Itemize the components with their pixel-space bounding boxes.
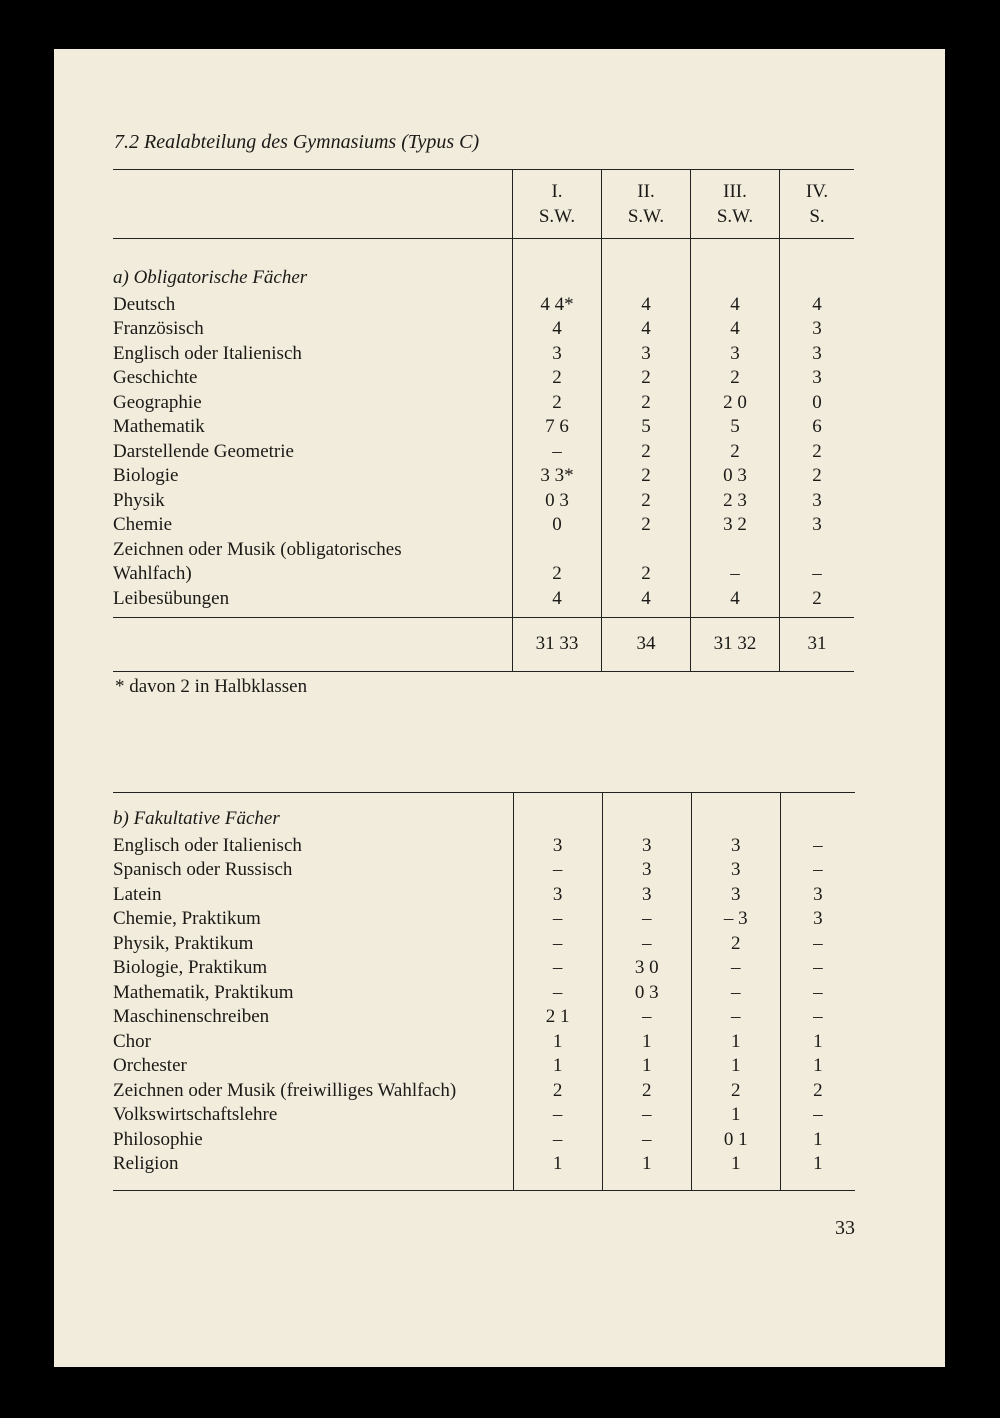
subject-cell: Biologie xyxy=(113,465,179,486)
value-cell: – xyxy=(780,537,855,586)
value-cell: 3 xyxy=(780,882,855,907)
value-cell: 3 xyxy=(780,341,855,366)
value-cell: 3 xyxy=(513,833,602,858)
value-cell: – xyxy=(780,956,855,981)
value-cell: 1 xyxy=(780,1054,855,1079)
subject-cell: Mathematik, Praktikum xyxy=(113,981,294,1003)
value-cell: – xyxy=(602,931,691,956)
value-cell: 2 xyxy=(602,537,691,586)
value-cell: 3 2 xyxy=(691,513,780,538)
table-row xyxy=(113,1152,855,1191)
value-cell: 4 xyxy=(602,317,691,342)
table-row xyxy=(113,931,855,956)
subject-cell: Deutsch xyxy=(113,293,176,315)
value-cell: 4 4* xyxy=(513,292,602,317)
value-cell: 1 xyxy=(780,1127,855,1152)
value-cell: – xyxy=(513,1127,602,1152)
total-cell: 31 33 xyxy=(513,617,602,671)
value-cell: 0 3 xyxy=(691,464,780,489)
value-cell: 2 3 xyxy=(691,488,780,513)
value-cell: 2 xyxy=(780,439,855,464)
totals-row xyxy=(113,617,854,671)
value-cell: – xyxy=(691,980,780,1005)
table-row xyxy=(113,1103,855,1128)
value-cell: 1 xyxy=(513,1029,602,1054)
value-cell: 0 3 xyxy=(513,488,602,513)
footnote: * davon 2 in Halbklassen xyxy=(115,676,308,697)
table-row xyxy=(113,439,854,464)
value-cell: 3 xyxy=(602,341,691,366)
value-cell: 3 xyxy=(691,882,780,907)
subject-cell: Religion xyxy=(113,1152,513,1191)
value-cell: 1 xyxy=(691,1103,780,1128)
table-row xyxy=(113,292,854,317)
value-cell: 2 xyxy=(602,1078,691,1103)
value-cell: 0 3 xyxy=(602,980,691,1005)
value-cell: 1 xyxy=(780,1029,855,1054)
subject-cell: Geographie xyxy=(113,391,202,413)
value-cell: – xyxy=(513,858,602,883)
value-cell: 2 xyxy=(691,931,780,956)
value-cell: 5 xyxy=(602,415,691,440)
value-cell: – xyxy=(780,1005,855,1030)
subject-cell: Englisch oder Italienisch xyxy=(113,834,302,856)
value-cell: 1 xyxy=(691,1054,780,1079)
value-cell: 4 xyxy=(691,317,780,342)
subject-cell: Spanisch oder Russisch xyxy=(113,859,293,880)
value-cell: – xyxy=(691,537,780,586)
value-cell: 4 xyxy=(513,317,602,342)
subject-cell: Zeichnen oder Musik (freiwilliges Wahlfach) xyxy=(113,1079,457,1101)
value-cell: – xyxy=(513,1103,602,1128)
value-cell: 2 xyxy=(780,464,855,489)
table-row xyxy=(113,956,855,981)
value-cell: 3 xyxy=(602,882,691,907)
value-cell: 2 1 xyxy=(513,1005,602,1030)
section-heading: b) Fakultative Fächer xyxy=(113,793,513,834)
table-row xyxy=(113,833,855,858)
table-row xyxy=(113,586,854,617)
subject-cell: Orchester xyxy=(113,1055,187,1076)
value-cell: 1 xyxy=(602,1152,691,1191)
section-heading: a) Obligatorische Fächer xyxy=(113,267,308,288)
document-page xyxy=(54,49,945,1367)
facultative-rows xyxy=(113,833,855,1191)
table-row xyxy=(113,1078,855,1103)
value-cell: 2 xyxy=(780,1078,855,1103)
total-cell: 34 xyxy=(602,617,691,671)
value-cell: – xyxy=(780,931,855,956)
value-cell: – xyxy=(691,1005,780,1030)
value-cell: 3 0 xyxy=(602,956,691,981)
table-row xyxy=(113,1029,855,1054)
value-cell: 2 xyxy=(602,513,691,538)
total-cell: 31 xyxy=(780,617,855,671)
table-row xyxy=(113,366,854,391)
value-cell: 3 xyxy=(691,341,780,366)
value-cell: – xyxy=(602,1103,691,1128)
subject-cell: Leibesübungen xyxy=(113,587,230,609)
subject-cell: Französisch xyxy=(113,318,204,339)
table-row xyxy=(113,415,854,440)
subject-cell: Biologie, Praktikum xyxy=(113,957,268,978)
value-cell: – xyxy=(513,956,602,981)
value-cell: 3 xyxy=(780,907,855,932)
obligatory-rows xyxy=(113,292,854,537)
subject-cell: Physik xyxy=(113,489,165,511)
subject-cell: Zeichnen oder Musik (obligatorisches Wahlfach) xyxy=(113,539,402,584)
header-col-4: IV. S. xyxy=(780,170,855,239)
value-cell: 6 xyxy=(780,415,855,440)
value-cell: 0 xyxy=(513,513,602,538)
subject-cell: Darstellende Geometrie xyxy=(113,440,294,462)
table-row xyxy=(113,341,854,366)
value-cell: 3 xyxy=(513,341,602,366)
value-cell: 2 xyxy=(513,390,602,415)
value-cell: 7 6 xyxy=(513,415,602,440)
value-cell: 3 3* xyxy=(513,464,602,489)
value-cell: 4 xyxy=(691,292,780,317)
value-cell: 1 xyxy=(602,1029,691,1054)
value-cell: 2 xyxy=(780,586,855,617)
subject-cell: Maschinenschreiben xyxy=(113,1006,270,1027)
value-cell: 1 xyxy=(691,1152,780,1191)
table-row xyxy=(113,1005,855,1030)
value-cell: 3 xyxy=(780,317,855,342)
subject-cell: Latein xyxy=(113,883,162,905)
value-cell: – xyxy=(513,439,602,464)
value-cell: – xyxy=(513,980,602,1005)
value-cell: 3 xyxy=(691,858,780,883)
value-cell: 5 xyxy=(691,415,780,440)
obligatory-subjects-table xyxy=(113,169,854,672)
table-row xyxy=(113,513,854,538)
section-heading-row xyxy=(113,793,855,834)
value-cell: 3 xyxy=(602,858,691,883)
total-cell: 31 32 xyxy=(691,617,780,671)
subject-cell: Chemie, Praktikum xyxy=(113,908,261,929)
subject-cell: Geschichte xyxy=(113,367,198,388)
value-cell: 3 xyxy=(780,366,855,391)
table-row xyxy=(113,858,855,883)
value-cell: 2 xyxy=(513,537,602,586)
value-cell: – xyxy=(780,858,855,883)
value-cell: 4 xyxy=(602,586,691,617)
section-heading-row xyxy=(113,239,854,293)
value-cell: 2 xyxy=(602,464,691,489)
table-row xyxy=(113,317,854,342)
value-cell: 0 xyxy=(780,390,855,415)
value-cell: 4 xyxy=(513,586,602,617)
value-cell: 3 xyxy=(780,488,855,513)
table-row xyxy=(113,907,855,932)
value-cell: – xyxy=(602,907,691,932)
value-cell: 2 xyxy=(602,390,691,415)
section-title: 7.2 Realabteilung des Gymnasiums (Typus C) xyxy=(114,131,480,153)
table-row xyxy=(113,488,854,513)
value-cell: 3 xyxy=(691,833,780,858)
value-cell: 4 xyxy=(691,586,780,617)
value-cell: 2 xyxy=(691,1078,780,1103)
table-header-row xyxy=(113,170,854,239)
value-cell: 0 1 xyxy=(691,1127,780,1152)
value-cell: 2 xyxy=(602,366,691,391)
value-cell: 3 xyxy=(602,833,691,858)
value-cell: 2 xyxy=(513,366,602,391)
value-cell: 1 xyxy=(691,1029,780,1054)
table-row xyxy=(113,980,855,1005)
subject-cell: Philosophie xyxy=(113,1128,203,1150)
value-cell: 4 xyxy=(780,292,855,317)
value-cell: 1 xyxy=(780,1152,855,1191)
subject-cell: Volkswirtschaftslehre xyxy=(113,1104,278,1125)
subject-cell: Chemie xyxy=(113,514,173,535)
value-cell: 4 xyxy=(602,292,691,317)
table-row xyxy=(113,390,854,415)
value-cell: – xyxy=(780,833,855,858)
subject-cell: Englisch oder Italienisch xyxy=(113,342,302,364)
value-cell: – xyxy=(602,1005,691,1030)
value-cell: 2 0 xyxy=(691,390,780,415)
table-row xyxy=(113,537,854,586)
value-cell: – xyxy=(602,1127,691,1152)
table-row xyxy=(113,882,855,907)
value-cell: 2 xyxy=(691,366,780,391)
header-col-1: I. S.W. xyxy=(513,170,602,239)
header-col-2: II. S.W. xyxy=(602,170,691,239)
header-subject-cell xyxy=(113,170,513,239)
value-cell: 2 xyxy=(691,439,780,464)
value-cell: 1 xyxy=(513,1152,602,1191)
table-row xyxy=(113,464,854,489)
value-cell: 2 xyxy=(602,488,691,513)
value-cell: – xyxy=(780,1103,855,1128)
value-cell: – xyxy=(513,907,602,932)
value-cell: 1 xyxy=(602,1054,691,1079)
value-cell: – 3 xyxy=(691,907,780,932)
value-cell: 3 xyxy=(513,882,602,907)
value-cell: 2 xyxy=(602,439,691,464)
value-cell: – xyxy=(691,956,780,981)
value-cell: 2 xyxy=(513,1078,602,1103)
page-number: 33 xyxy=(835,1217,855,1239)
facultative-subjects-table xyxy=(113,792,855,1191)
subject-cell: Chor xyxy=(113,1030,151,1052)
value-cell: 1 xyxy=(513,1054,602,1079)
value-cell: 3 xyxy=(780,513,855,538)
subject-cell: Mathematik xyxy=(113,416,205,437)
table-row xyxy=(113,1054,855,1079)
subject-cell: Physik, Praktikum xyxy=(113,932,254,954)
value-cell: – xyxy=(780,980,855,1005)
header-col-3: III. S.W. xyxy=(691,170,780,239)
value-cell: – xyxy=(513,931,602,956)
table-row xyxy=(113,1127,855,1152)
